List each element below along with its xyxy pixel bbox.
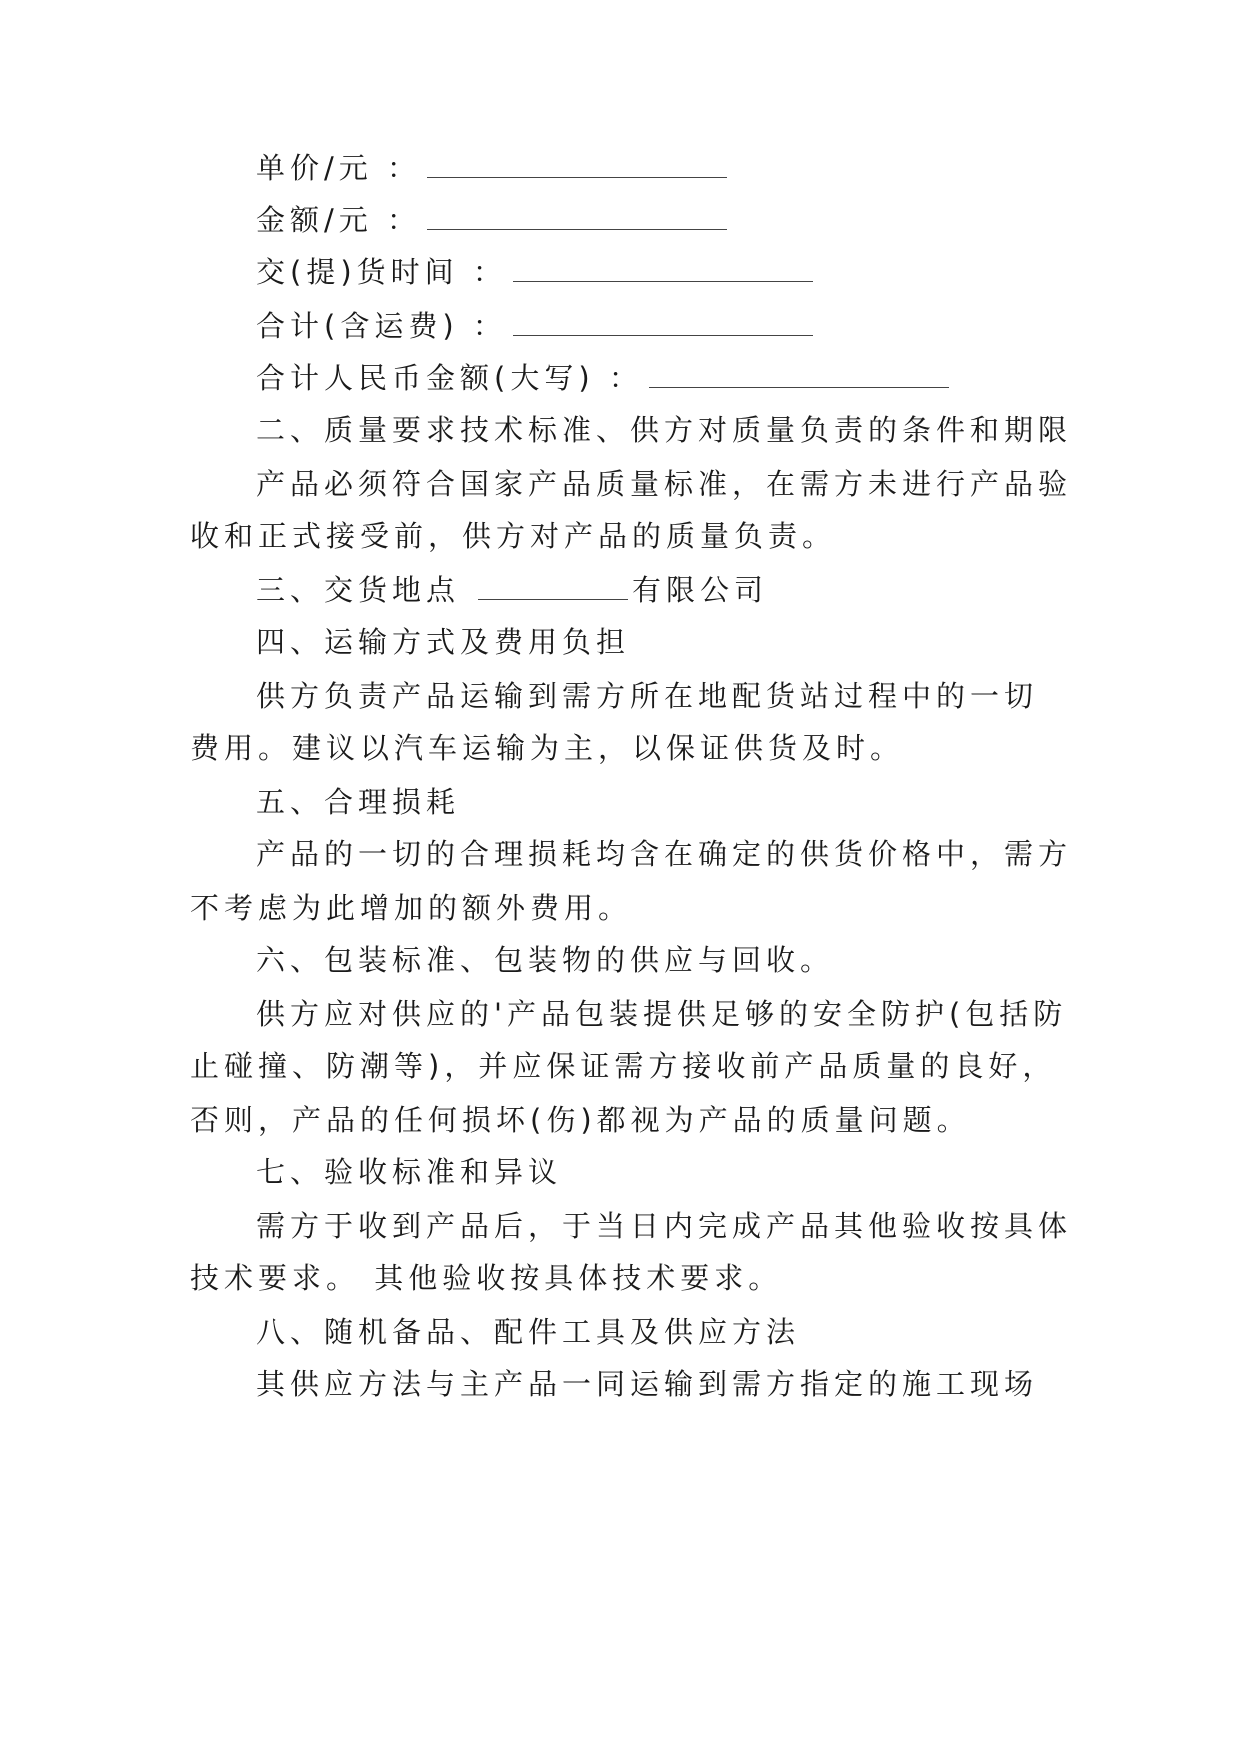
blank-line[interactable] xyxy=(478,573,628,600)
field-delivery-time xyxy=(256,252,1136,292)
field-total-incl-freight xyxy=(256,306,1136,346)
section-8-body-line: 其供应方法与主产品一同运输到需方指定的施工现场 xyxy=(256,1367,1039,1401)
section-7-body-line: 技术要求。 其他验收按具体技术要求。 xyxy=(190,1261,783,1295)
section-3-company-suffix: 有限公司 xyxy=(632,573,769,607)
section-2-body-line: 产品必须符合国家产品质量标准，在需方未进行产品验 xyxy=(256,467,1073,501)
field-label: 合计人民币金额(大写) ： xyxy=(256,361,643,395)
section-7-body-line: 需方于收到产品后，于当日内完成产品其他验收按具体 xyxy=(256,1209,1073,1243)
field-unit-price xyxy=(256,148,1136,188)
section-5-body-line: 不考虑为此增加的额外费用。 xyxy=(190,891,633,925)
section-3-label: 三、交货地点 xyxy=(256,573,461,607)
field-amount xyxy=(256,200,1136,240)
section-5-heading: 五、合理损耗 xyxy=(256,785,461,819)
section-4-body-line: 费用。建议以汽车运输为主，以保证供货及时。 xyxy=(190,731,905,765)
blank-line[interactable] xyxy=(513,255,813,282)
section-2-heading: 二、质量要求技术标准、供方对质量负责的条件和期限 xyxy=(256,413,1073,447)
blank-line[interactable] xyxy=(513,309,813,336)
section-5-body-line: 产品的一切的合理损耗均含在确定的供货价格中，需方 xyxy=(256,837,1073,871)
field-total-rmb-uppercase xyxy=(256,358,1136,398)
field-label: 单价/元 ： xyxy=(256,151,421,185)
section-6-body-line: 止碰撞、防潮等)，并应保证需方接收前产品质量的良好， xyxy=(190,1049,1057,1083)
field-label: 合计(含运费) ： xyxy=(256,309,507,343)
field-label: 交(提)货时间 ： xyxy=(256,255,507,289)
field-label: 金额/元 ： xyxy=(256,203,421,237)
section-6-body-line: 供方应对供应的'产品包装提供足够的安全防护(包括防 xyxy=(256,997,1068,1031)
section-4-heading: 四、运输方式及费用负担 xyxy=(256,625,631,659)
section-4-body-line: 供方负责产品运输到需方所在地配货站过程中的一切 xyxy=(256,679,1039,713)
section-6-heading: 六、包装标准、包装物的供应与回收。 xyxy=(256,943,835,977)
section-3-heading xyxy=(256,570,1136,610)
blank-line[interactable] xyxy=(427,203,727,230)
blank-line[interactable] xyxy=(649,361,949,388)
section-2-body-line: 收和正式接受前，供方对产品的质量负责。 xyxy=(190,519,837,553)
blank-line[interactable] xyxy=(427,151,727,178)
section-8-heading: 八、随机备品、配件工具及供应方法 xyxy=(256,1315,801,1349)
section-6-body-line: 否则，产品的任何损坏(伤)都视为产品的质量问题。 xyxy=(190,1103,971,1137)
section-7-heading: 七、验收标准和异议 xyxy=(256,1155,563,1189)
